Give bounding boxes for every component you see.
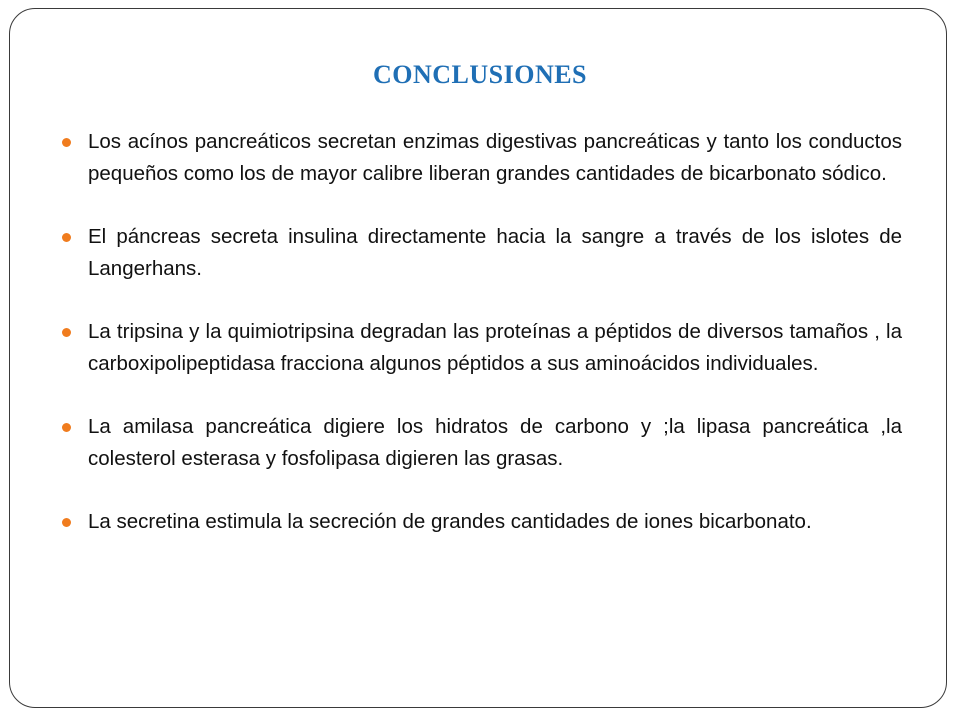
bullet-text: El páncreas secreta insulina directamente hacia la sangre a través de los islotes de Langerhans. — [88, 225, 902, 280]
bullet-text: Los acínos pancreáticos secretan enzimas digestivas pancreáticas y tanto los conductos pequeños como los de mayor calibre liberan grandes cantidades de bicarbonato sódico. — [88, 130, 902, 185]
bullet-text: La amilasa pancreática digiere los hidratos de carbono y ;la lipasa pancreática ,la colesterol esterasa y fosfolipasa digieren las grasas. — [88, 415, 902, 470]
bullet-list — [62, 126, 902, 538]
bullet-dot-icon — [62, 328, 71, 337]
bullet-item — [62, 316, 902, 380]
bullet-text: La tripsina y la quimiotripsina degradan las proteínas a péptidos de diversos tamaños , la carboxipolipeptidasa fracciona algunos péptidos a sus aminoácidos individuales. — [88, 320, 902, 375]
bullet-item — [62, 221, 902, 285]
slide-title: CONCLUSIONES — [372, 60, 588, 89]
bullet-text: La secretina estimula la secreción de grandes cantidades de iones bicarbonato. — [88, 510, 812, 533]
bullet-dot-icon — [62, 518, 71, 527]
bullet-item — [62, 411, 902, 475]
bullet-dot-icon — [62, 423, 71, 432]
bullet-dot-icon — [62, 233, 71, 242]
bullet-dot-icon — [62, 138, 71, 147]
bullet-item — [62, 506, 902, 538]
bullet-item — [62, 126, 902, 190]
